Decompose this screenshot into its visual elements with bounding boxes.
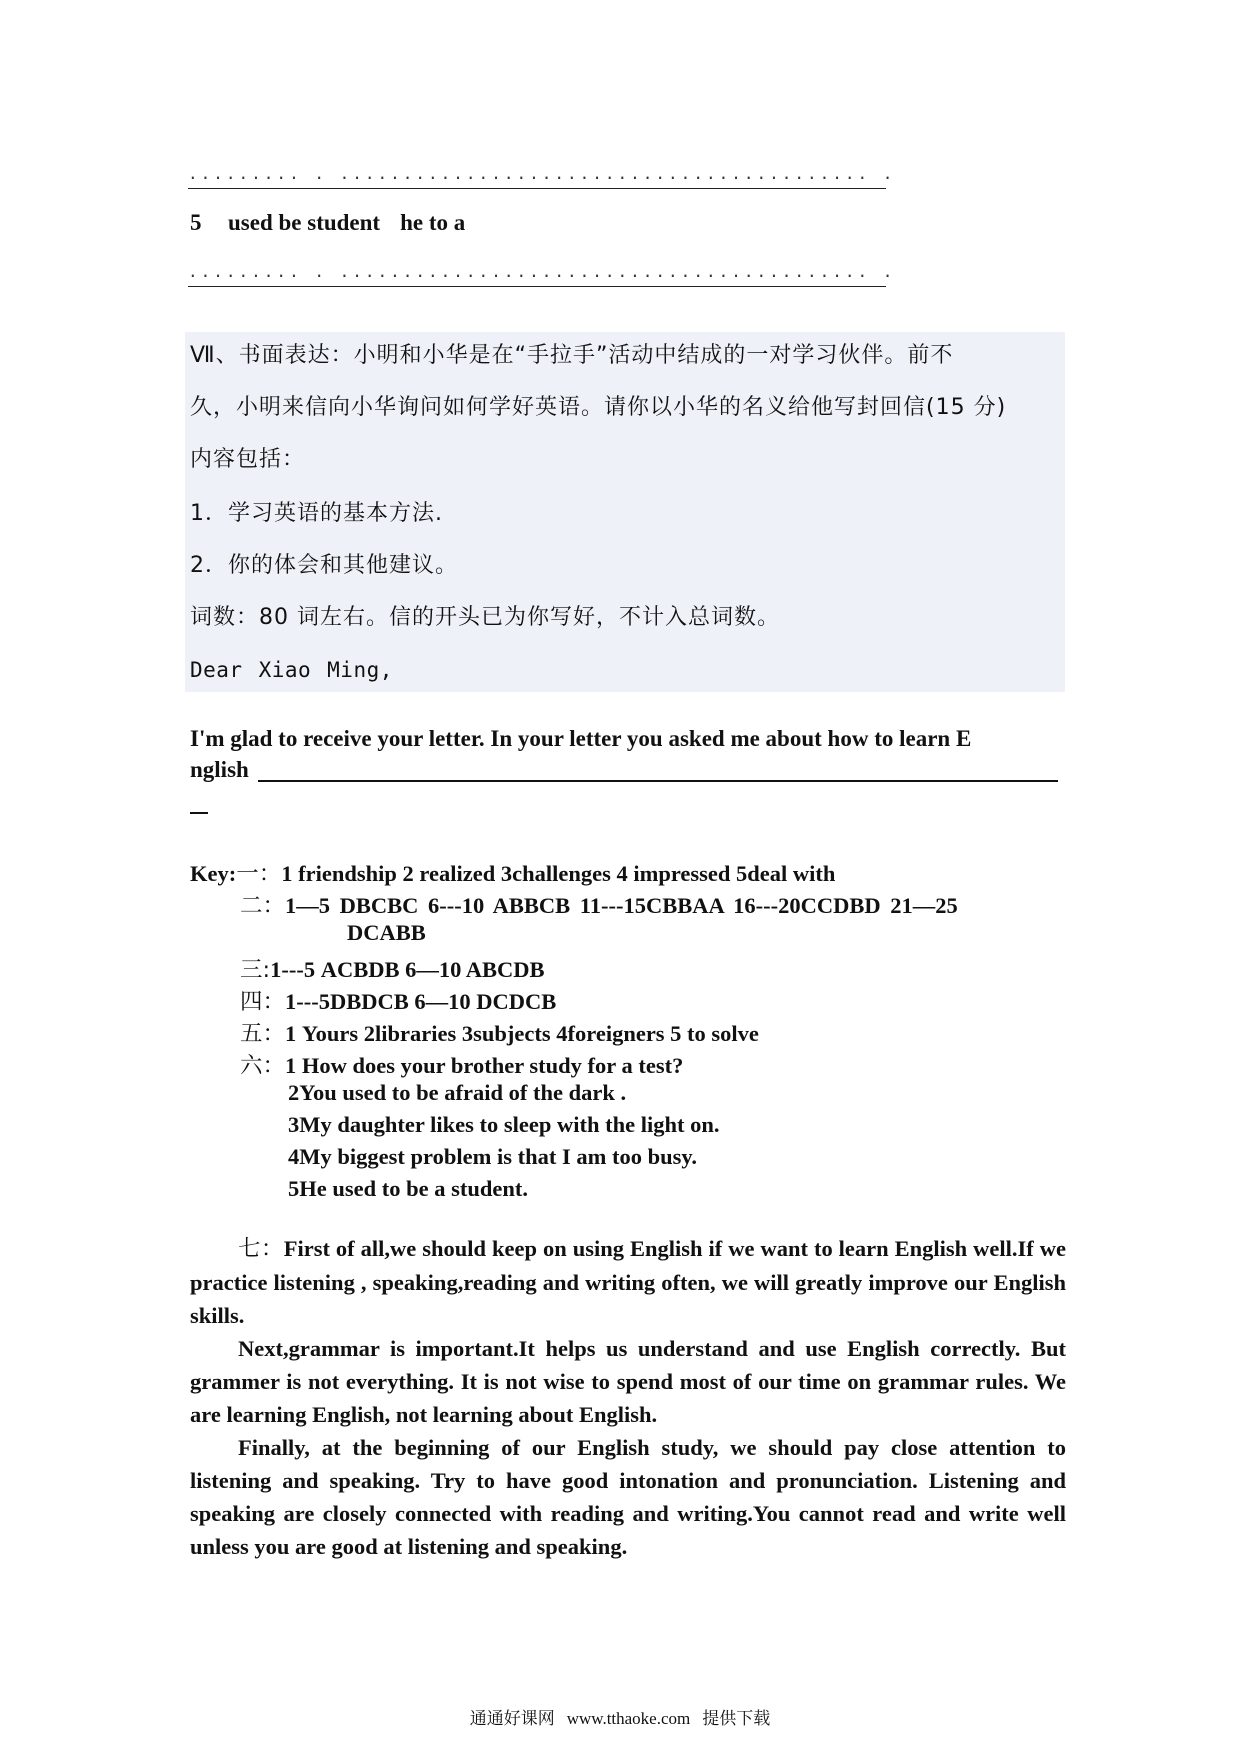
section7-line3: 内容包括： [190,447,306,472]
answer-line-5: ......... . .......................................... . [188,272,886,287]
key-row-6-4-text: 4My biggest problem is that I am too busy. [288,1144,697,1169]
key-row-1 [190,856,835,888]
answer-line-4: ......... . .......................................... . [188,174,886,189]
key-row-1-text: 1 friendship 2 realized 3challenges 4 impressed 5deal with [281,861,836,886]
greeting-dear: Dear [190,658,243,682]
key-row-2-prefix: 二： [240,893,286,919]
essay-paragraph-2: Next,grammar is important.It helps us understand and use English correctly. But grammer is not everything. It is not wise to spend most of our time on grammar rules. We are learning English, not learning about English. [190,1336,1066,1427]
key-row-5-text: 1 Yours 2libraries 3subjects 4foreigners 5 to solve [285,1021,759,1046]
key-row-2-cont [347,920,426,946]
key-row-6 [240,1048,683,1080]
page-footer [0,1704,1240,1729]
key-row-4-text: 1---5DBDCB 6—10 DCDCB [285,989,557,1014]
letter-line1: I'm glad to receive your letter. In your letter you asked me about how to learn E [190,726,972,751]
letter-greeting [190,658,409,682]
key-row-3-prefix: 三: [240,957,271,983]
key-row-6-3 [288,1112,719,1138]
section7-word-count: 词数：80 词左右。信的开头已为你写好，不计入总词数。 [190,605,780,630]
greeting-xiao: Xiao [258,658,312,682]
key-row-6-2 [288,1080,626,1106]
key-row-6-4 [288,1144,697,1170]
key-row-4-prefix: 四： [240,989,286,1015]
key-row-5-prefix: 五： [240,1021,286,1047]
key-row-6-text: 1 How does your brother study for a test? [285,1053,684,1078]
question-5-words-a: used be student [228,210,381,235]
footer-url: www.tthaoke.com [566,1709,691,1728]
key-row-3 [240,952,544,984]
greeting-ming: Ming, [327,658,393,682]
key-row-2-cont-text: DCABB [347,920,426,945]
letter-answer-line-end [190,812,208,814]
question-5 [190,210,465,236]
essay-paragraph-1 [190,1232,1066,1332]
footer-site-name: 通通好课网 [469,1709,555,1729]
question-5-number: 5 [190,210,202,235]
section7-item2: 2．你的体会和其他建议。 [190,553,458,578]
section7-line2: 久，小明来信向小华询问如何学好英语。请你以小华的名义给他写封回信(15 分) [190,395,1007,420]
footer-suffix: 提供下载 [702,1709,771,1729]
section7-item1: 1．学习英语的基本方法. [190,501,443,526]
essay-p1-text: First of all,we should keep on using English if we want to learn English well.If we practice listening , speaking,reading and writing often, we will greatly improve our English skills. [190,1236,1066,1328]
key-row-6-3-text: 3My daughter likes to sleep with the light on. [288,1112,720,1137]
key-row-2 [240,888,958,920]
key-row-2-text: 1—5 DBCBC 6---10 ABBCB 11---15CBBAA 16---20CCDBD 21—25 [285,893,958,918]
letter-answer-line [258,780,1058,782]
key-row-3-text: 1---5 ACBDB 6—10 ABCDB [270,957,545,982]
model-essay [190,1232,1066,1563]
essay-paragraph-3: Finally, at the beginning of our English study, we should pay close attention to listening and speaking. Try to have good intonation and pronunciation. Listening and speaking are closely connected with reading and writing.You cannot read and write well unless you are good at listening and speaking. [190,1435,1066,1559]
letter-line2: nglish [190,757,249,782]
key-row-1-prefix: 一： [236,861,282,887]
essay-prefix: 七： [238,1236,284,1262]
question-5-words-b: he to a [400,210,466,235]
key-row-6-prefix: 六： [240,1053,286,1079]
section7-heading: Ⅶ、书面表达：小明和小华是在“手拉手”活动中结成的一对学习伙伴。前不 [190,343,954,368]
key-row-6-5 [288,1176,528,1202]
key-row-6-5-text: 5He used to be a student. [288,1176,529,1201]
key-row-4 [240,984,556,1016]
key-row-5 [240,1016,759,1048]
key-row-6-2-text: 2You used to be afraid of the dark . [288,1080,627,1105]
key-label: Key: [190,861,237,886]
